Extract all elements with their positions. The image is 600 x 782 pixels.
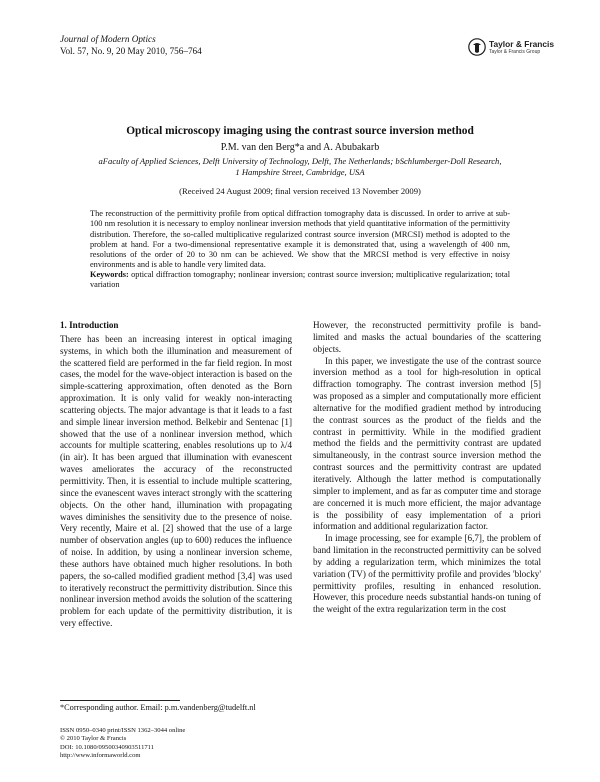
- received-dates: (Received 24 August 2009; final version received 13 November 2009): [179, 186, 421, 196]
- article-title: Optical microscopy imaging using the contrast source inversion method: [126, 125, 474, 137]
- publisher-group: Taylor & Francis Group: [489, 49, 541, 55]
- right-paragraph-1: However, the reconstructed permittivity profile is band-limited and masks the actual boundaries of the scattering objects.: [313, 320, 541, 354]
- corresponding-author-footnote: *Corresponding author. Email: p.m.vandenberg@tudelft.nl: [60, 703, 256, 712]
- abstract: The reconstruction of the permittivity profile from optical diffraction tomography data is discussed. In order to arrive at sub-100 nm resolution it is necessary to employ nonlinear inversion methods that yield quantitative information of the permittivity distribution. Therefore, the so-called multiplicative regularized contrast source inversion (MRCSI) method is adopted to the problem at hand. For a two-dimensional representative example it is demonstrated that, using a wavelength of 400 nm, resolutions of the order of 20 to 30 nm can be achieved. We show that the MRCSI method is very effective in noisy environments and is able to handle very limited data.: [90, 209, 510, 270]
- affiliation-line-2: 1 Hampshire Street, Cambridge, USA: [235, 167, 365, 177]
- journal-header: [60, 34, 202, 57]
- doi: DOI: 10.1080/09500340903511711: [60, 743, 155, 751]
- affiliation-line-1: aFaculty of Applied Sciences, Delft University of Technology, Delft, The Netherlands; bSchlumberger-Doll Research,: [98, 156, 502, 166]
- right-column: [313, 320, 541, 616]
- right-paragraph-3: In image processing, see for example [6,7], the problem of band limitation in the reconstructed permittivity can be solved by adding a regularization term, which minimizes the total variation (TV) of the permittivity profile and provides 'blocky' permittivity profiles, resulting in enhanced resolution. However, this procedure needs substantial hands-on tuning of the weight of the extra regularization term in the cost: [313, 533, 541, 615]
- publisher-logo: [468, 37, 558, 61]
- copyright: © 2010 Taylor & Francis: [60, 735, 127, 743]
- right-paragraph-2: In this paper, we investigate the use of the contrast source inversion method as a tool for high-resolution in optical diffraction tomography. The contrast inversion method [5] was proposed as a simpler and computationally more efficient alternative for the modified gradient method by introducing the contrast sources as the product of the fields and the contrast in permittivity. While in the modified gradient method the fields and the permittivity contrast are updated simultaneously, in the contrast source inversion method the contrast sources and the permittivity contrast are updated iteratively. Although the latter method is computationally simpler to implement, and as far as computer time and storage are concerned it is much more efficient, the major advantage is the possibility of easy implementation of a priori information and additional regularization factor.: [313, 355, 541, 532]
- article-affiliations: [60, 156, 540, 178]
- section-heading: 1. Introduction: [60, 320, 119, 330]
- left-column: [60, 320, 292, 630]
- publisher-name: Taylor & Francis: [489, 39, 555, 49]
- publisher-url: http://www.informaworld.com: [60, 752, 141, 760]
- publication-imprint: [60, 727, 185, 761]
- journal-name: Journal of Modern Optics: [60, 34, 156, 44]
- taylor-francis-logo-icon: [468, 38, 486, 56]
- left-paragraph-1: There has been an increasing interest in optical imaging systems, in which both the illumination and measurement of the scattered field are performed in the far field region. In most cases, the model for the wave-object interaction is based on the simple-scattering approximation, often denoted as the Born approximation. It is only valid for weakly non-interacting scattering objects. The major advantage is that it leads to a fast and simple linear inversion method. Belkebir and Sentenac [1] showed that the use of a nonlinear inversion method, which accounts for multiple scattering, enables resolutions up to λ/4 (in air). It has been argued that illumination with evanescent waves ameliorates the accuracy of the reconstructed permittivity. Then, it is essential to include multiple scattering, since the evanescent waves interact strongly with the scattering objects. On the other hand, illumination with propagating waves diminishes the sensitivity due to the presence of noise. Very recently, Maire et al. [2] showed that the use of a large number of observation angles (up to 600) reduces the influence of noise. In addition, by using a nonlinear inversion scheme, these authors have obtained much higher resolutions. In both papers, the so-called modified gradient method [3,4] was used to iteratively reconstruct the permittivity distribution. Since this nonlinear inversion method avoids the solution of the scattering problem for each update of the permittivity distribution, it is very effective.: [60, 333, 292, 629]
- issn: ISSN 0950–0340 print/ISSN 1362–3044 online: [60, 727, 186, 734]
- journal-volume: Vol. 57, No. 9, 20 May 2010, 756–764: [60, 45, 202, 56]
- article-authors: P.M. van den Berg*a and A. Abubakarb: [220, 142, 380, 153]
- footnote-divider: [60, 700, 180, 701]
- keywords-label: Keywords:: [90, 270, 129, 279]
- keywords-list: optical diffraction tomography; nonlinear inversion; contrast source inversion; multiplicative regularization; total variation: [90, 270, 510, 290]
- keywords: [90, 270, 510, 291]
